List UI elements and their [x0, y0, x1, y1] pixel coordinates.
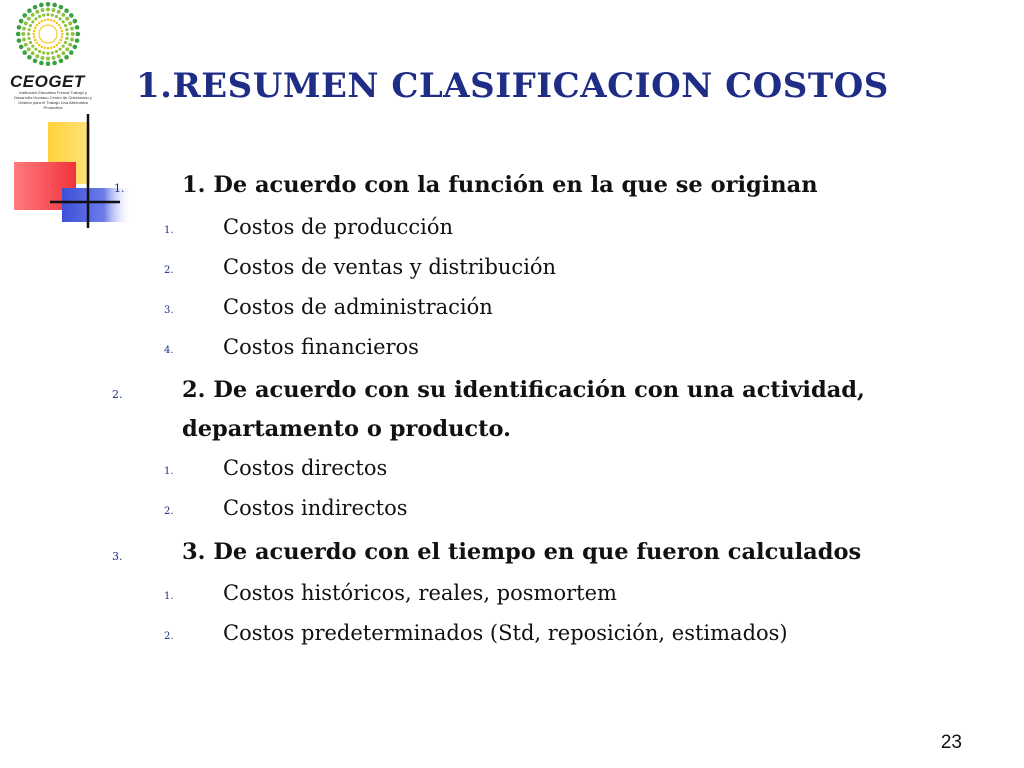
logo-dot — [59, 5, 64, 10]
logo-dot — [36, 42, 39, 45]
logo-dot — [42, 51, 45, 54]
section-number: 3. — [112, 550, 123, 563]
section-heading-continuation: departamento o producto. — [182, 416, 511, 442]
logo-dot — [27, 28, 30, 31]
logo-dot — [47, 42, 49, 44]
logo-dot — [45, 24, 47, 26]
logo-dot — [52, 8, 56, 12]
logo-dot — [39, 37, 41, 39]
logo-dot — [31, 13, 35, 17]
logo-dot — [46, 62, 51, 67]
list-item: Costos directos — [223, 456, 388, 480]
logo-dot — [38, 44, 41, 47]
logo-dot — [58, 24, 61, 27]
logo-subtitle: Institución Educativa Formal Trabajo y Desarrollo Humano Centro de Orientación y Gestión para el Trabajo Una Alternativa Productiva — [14, 90, 92, 110]
section-number: 2. — [112, 388, 123, 401]
list-item-number: 1. — [164, 591, 174, 602]
logo-dot — [69, 13, 74, 18]
logo-dot — [39, 61, 44, 66]
logo-dot — [62, 45, 65, 48]
logo-dot — [35, 10, 39, 14]
logo-dot — [31, 45, 34, 48]
logo-dot — [47, 19, 50, 22]
logo-dot — [41, 56, 45, 60]
logo-dot — [49, 42, 51, 44]
logo-dot — [76, 32, 81, 37]
sunburst-dots-icon — [4, 0, 96, 72]
logo-dot — [41, 8, 45, 12]
logo-dot — [21, 32, 25, 36]
logo-dot — [53, 26, 55, 28]
logo-dot — [56, 44, 59, 47]
logo-dot — [64, 8, 69, 13]
logo-dot — [47, 47, 50, 50]
logo-dot — [56, 33, 58, 35]
logo-dot — [19, 19, 24, 24]
logo-dot — [69, 50, 74, 55]
logo-dot — [41, 46, 44, 49]
logo-dot — [75, 25, 80, 30]
logo-dot — [65, 28, 68, 31]
list-item: Costos indirectos — [223, 496, 408, 520]
logo-dot — [55, 15, 58, 18]
logo-dot — [31, 20, 34, 23]
logo-dot — [61, 51, 65, 55]
logo-dot — [46, 7, 50, 11]
logo-dot — [24, 21, 28, 25]
logo-dot — [41, 20, 44, 23]
logo-dot — [38, 50, 41, 53]
logo-dot — [40, 39, 42, 41]
logo-dot — [65, 37, 68, 40]
logo-dot — [19, 45, 24, 50]
logo-dot — [56, 35, 58, 37]
logo-dot — [64, 55, 69, 60]
logo-dot — [70, 38, 74, 42]
logo-dot — [55, 50, 58, 53]
logo-dot — [38, 15, 41, 18]
logo-dot — [39, 29, 41, 31]
page-number: 23 — [940, 732, 962, 753]
logo-dot — [34, 39, 37, 42]
logo-dot — [61, 33, 64, 36]
list-item-number: 2. — [164, 265, 174, 276]
logo-dot — [46, 57, 50, 61]
logo-dot — [61, 13, 65, 17]
list-item: Costos de ventas y distribución — [223, 255, 557, 279]
logo-dot — [33, 33, 36, 36]
list-item: Costos de administración — [223, 295, 493, 319]
logo-dot — [59, 59, 64, 64]
logo-dot — [44, 19, 47, 22]
list-item: Costos históricos, reales, posmortem — [223, 581, 617, 605]
logo — [4, 0, 96, 118]
logo-dot — [22, 50, 27, 55]
logo-dot — [27, 8, 32, 13]
logo-dot — [34, 27, 37, 30]
logo-dot — [17, 38, 22, 43]
logo-dot — [17, 25, 22, 30]
logo-dot — [64, 41, 67, 44]
logo-dot — [35, 54, 39, 58]
logo-dot — [41, 40, 43, 42]
logo-dot — [44, 47, 47, 50]
section-heading: 3. De acuerdo con el tiempo en que fueron calculados — [182, 539, 862, 565]
logo-dot — [46, 13, 49, 16]
logo-dot — [60, 27, 63, 30]
logo-dot — [54, 39, 56, 41]
list-item-number: 4. — [164, 345, 174, 356]
logo-dot — [29, 41, 32, 44]
logo-dot — [27, 55, 32, 60]
logo-dot — [55, 37, 57, 39]
logo-dot — [27, 32, 30, 35]
logo-dot — [38, 33, 40, 35]
logo-dot — [40, 27, 42, 29]
logo-dot — [68, 43, 72, 47]
list-item: Costos de producción — [223, 215, 454, 239]
slide-title: 1.RESUMEN CLASIFICACION COSTOS — [136, 66, 889, 106]
logo-dot — [36, 24, 39, 27]
logo-dot — [51, 25, 53, 27]
logo-dot — [71, 32, 75, 36]
logo-dot — [27, 37, 30, 40]
logo-dot — [70, 27, 74, 31]
logo-dot — [31, 51, 35, 55]
decorative-squares — [0, 112, 140, 232]
logo-dot — [68, 21, 72, 25]
logo-dot — [38, 35, 40, 37]
logo-dot — [27, 47, 31, 51]
logo-dot — [57, 10, 61, 14]
logo-dot — [51, 51, 54, 54]
section-number: 1. — [114, 182, 125, 195]
list-item-number: 1. — [164, 466, 174, 477]
logo-dot — [73, 19, 78, 24]
logo-dot — [51, 13, 54, 16]
logo-dot — [75, 38, 80, 43]
logo-dot — [24, 43, 28, 47]
list-item: Costos financieros — [223, 335, 419, 359]
logo-dot — [47, 24, 49, 26]
logo-dot — [43, 25, 45, 27]
logo-dot — [56, 22, 59, 25]
logo-dot — [33, 30, 36, 33]
logo-dot — [33, 5, 38, 10]
logo-dot — [50, 19, 53, 22]
logo-dot — [51, 41, 53, 43]
logo-dot — [39, 3, 44, 8]
logo-dot — [59, 17, 62, 20]
logo-dot — [22, 13, 27, 18]
logo-dot — [55, 29, 57, 31]
logo-dot — [53, 20, 56, 23]
list-item-number: 2. — [164, 631, 174, 642]
logo-dot — [49, 24, 51, 26]
logo-dot — [53, 40, 55, 42]
logo-dot — [62, 20, 65, 23]
logo-dot — [52, 3, 57, 8]
logo-dot — [61, 36, 64, 39]
logo-dot — [65, 17, 69, 21]
logo-dot — [59, 48, 62, 51]
logo-dot — [57, 54, 61, 58]
logo-dot — [16, 32, 21, 37]
logo-dot — [42, 13, 45, 16]
logo-dot — [33, 59, 38, 64]
logo-dot — [60, 39, 63, 42]
logo-dot — [41, 26, 43, 28]
logo-dot — [65, 47, 69, 51]
logo-dot — [45, 42, 47, 44]
logo-name: CEOGET — [10, 72, 85, 91]
list-item-number: 3. — [164, 305, 174, 316]
logo-dot — [64, 24, 67, 27]
logo-dot — [52, 56, 56, 60]
logo-dot — [58, 42, 61, 45]
logo-dot — [53, 46, 56, 49]
logo-dot — [66, 32, 69, 35]
logo-dot — [22, 27, 26, 31]
logo-dot — [34, 17, 37, 20]
logo-dot — [61, 30, 64, 33]
logo-dot — [56, 31, 58, 33]
section-heading: 2. De acuerdo con su identificación con una actividad, — [182, 377, 865, 403]
logo-dot — [22, 38, 26, 42]
logo-dot — [54, 27, 56, 29]
logo-dot — [34, 48, 37, 51]
list-item-number: 2. — [164, 506, 174, 517]
section-heading: 1. De acuerdo con la función en la que se originan — [182, 172, 818, 198]
logo-dot — [50, 47, 53, 50]
logo-dot — [43, 41, 45, 43]
logo-dot — [46, 52, 49, 55]
logo-dot — [27, 17, 31, 21]
logo-dot — [29, 24, 32, 27]
logo-dot — [38, 31, 40, 33]
logo-dot — [38, 22, 41, 25]
logo-dot — [33, 36, 36, 39]
logo-dot — [52, 61, 57, 66]
list-item: Costos predeterminados (Std, reposición, estimados) — [223, 621, 788, 645]
logo-dot — [73, 45, 78, 50]
logo-dot — [46, 2, 51, 7]
list-item-number: 1. — [164, 225, 174, 236]
